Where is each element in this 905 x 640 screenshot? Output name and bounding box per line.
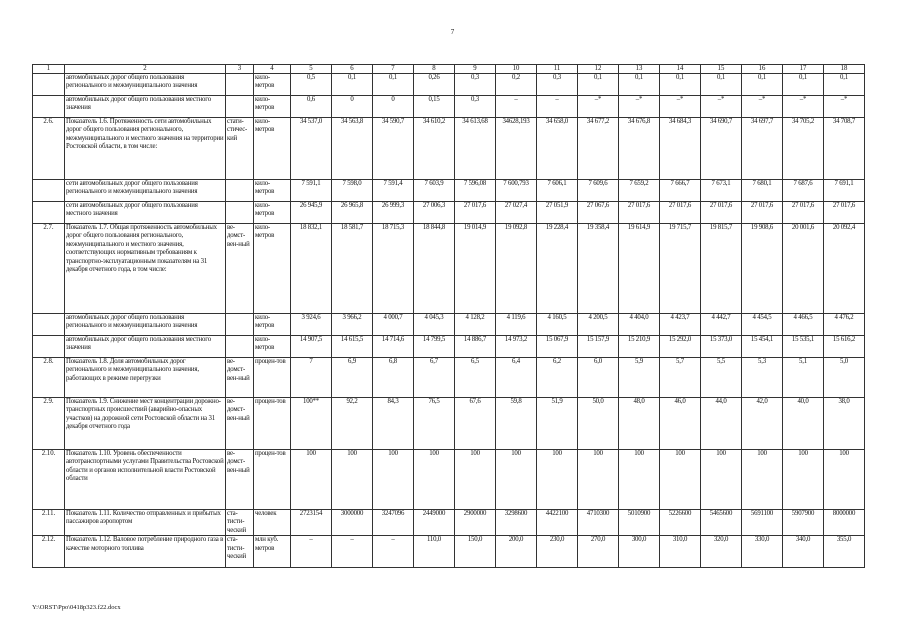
year-value: 26 999,3 (373, 202, 414, 224)
year-value: 5465600 (701, 510, 742, 536)
year-value: 5,1 (783, 358, 824, 398)
year-value: 7 609,6 (578, 180, 619, 202)
year-value: 5,9 (619, 358, 660, 398)
year-value: 27 017,6 (824, 202, 865, 224)
year-value: 18 844,8 (414, 224, 455, 314)
data-source (226, 202, 254, 224)
year-value: 6,4 (496, 358, 537, 398)
column-header: 12 (578, 65, 619, 74)
year-value: 310,0 (660, 536, 701, 568)
year-value: 26 945,9 (291, 202, 332, 224)
year-value: 7 680,1 (742, 180, 783, 202)
year-value: 100 (414, 450, 455, 510)
year-value: 18 581,7 (332, 224, 373, 314)
table-row (33, 336, 865, 358)
table-row (33, 510, 865, 536)
year-value: 34 697,7 (742, 118, 783, 180)
year-value: 100 (701, 450, 742, 510)
year-value: 38,0 (824, 398, 865, 450)
year-value: 6,7 (414, 358, 455, 398)
year-value: 4 423,7 (660, 314, 701, 336)
indicator-name: Показатель 1.8. Доля автомобильных дорог регионального и межмуниципального значения, работающих в режиме перегрузки (65, 358, 226, 398)
data-source: ве-домст-вен-ный (226, 358, 254, 398)
year-value: 0,1 (660, 74, 701, 96)
data-source: ста-тисти-ческий (226, 536, 254, 568)
indicator-name: Показатель 1.9. Снижение мест концентрации дорожно-транспортных происшествий (аварийно-опасных участков) на дорожной сети Ростовской области на 31 декабря отчетного года (65, 398, 226, 450)
indicators-table (32, 64, 865, 568)
year-value: 34 658,0 (537, 118, 578, 180)
year-value: –* (742, 96, 783, 118)
year-value: 0,1 (373, 74, 414, 96)
year-value: 40,0 (783, 398, 824, 450)
column-header: 4 (254, 65, 291, 74)
row-number: 2.8. (33, 358, 65, 398)
year-value: –* (619, 96, 660, 118)
year-value: 67,6 (455, 398, 496, 450)
data-source: ве-домст-вен-ный (226, 450, 254, 510)
row-number (33, 96, 65, 118)
year-value: 100 (578, 450, 619, 510)
year-value: –* (660, 96, 701, 118)
data-source (226, 180, 254, 202)
column-header: 9 (455, 65, 496, 74)
year-value: 15 454,1 (742, 336, 783, 358)
unit-of-measure: кило-метров (254, 314, 291, 336)
year-value: 19 908,6 (742, 224, 783, 314)
indicator-name: автомобильных дорог общего пользования регионального и межмуниципального значения (65, 314, 226, 336)
unit-of-measure: кило-метров (254, 336, 291, 358)
table-header-row (33, 65, 865, 74)
column-header: 11 (537, 65, 578, 74)
year-value: – (373, 536, 414, 568)
year-value: 20 001,6 (783, 224, 824, 314)
year-value: 14 907,5 (291, 336, 332, 358)
year-value: 27 017,6 (742, 202, 783, 224)
year-value: 4 404,0 (619, 314, 660, 336)
unit-of-measure: кило-метров (254, 74, 291, 96)
indicator-name: сети автомобильных дорог общего пользования местного значения (65, 202, 226, 224)
year-value: 0,1 (783, 74, 824, 96)
year-value: 34 708,7 (824, 118, 865, 180)
year-value: 15 292,0 (660, 336, 701, 358)
page-number: 7 (450, 28, 455, 36)
indicator-name: Показатель 1.12. Валовое потребление природного газа в качестве моторного топлива (65, 536, 226, 568)
unit-of-measure: человек (254, 510, 291, 536)
year-value: 19 715,7 (660, 224, 701, 314)
year-value: 27 027,4 (496, 202, 537, 224)
table-row (33, 96, 865, 118)
year-value: 6,5 (455, 358, 496, 398)
year-value: 5691100 (742, 510, 783, 536)
year-value: 4 476,2 (824, 314, 865, 336)
year-value: 44,0 (701, 398, 742, 450)
year-value: 0,2 (496, 74, 537, 96)
year-value: 5,0 (824, 358, 865, 398)
year-value: 8000000 (824, 510, 865, 536)
year-value: 34 676,8 (619, 118, 660, 180)
column-header: 6 (332, 65, 373, 74)
row-number: 2.6. (33, 118, 65, 180)
year-value: 4 442,7 (701, 314, 742, 336)
column-header: 15 (701, 65, 742, 74)
year-value: 46,0 (660, 398, 701, 450)
table-row (33, 358, 865, 398)
year-value: 2900000 (455, 510, 496, 536)
year-value: 19 614,9 (619, 224, 660, 314)
year-value: 200,0 (496, 536, 537, 568)
data-source: ве-домст-вен-ный (226, 224, 254, 314)
year-value: 14 799,5 (414, 336, 455, 358)
year-value: 100 (824, 450, 865, 510)
year-value: 100 (291, 450, 332, 510)
year-value: 19 014,9 (455, 224, 496, 314)
year-value: 7 596,08 (455, 180, 496, 202)
year-value: 27 006,3 (414, 202, 455, 224)
row-number: 2.12. (33, 536, 65, 568)
indicator-name: Показатель 1.11. Количество отправленных и прибытых пассажиров аэропортом (65, 510, 226, 536)
year-value: 4 454,5 (742, 314, 783, 336)
year-value: 59,8 (496, 398, 537, 450)
year-value: 3000000 (332, 510, 373, 536)
table-row (33, 74, 865, 96)
year-value: 4 200,5 (578, 314, 619, 336)
column-header: 17 (783, 65, 824, 74)
table-row (33, 202, 865, 224)
year-value: 18 715,3 (373, 224, 414, 314)
year-value: 27 017,6 (783, 202, 824, 224)
year-value: 14 973,2 (496, 336, 537, 358)
year-value: 48,0 (619, 398, 660, 450)
unit-of-measure: кило-метров (254, 224, 291, 314)
year-value: 19 358,4 (578, 224, 619, 314)
year-value: 92,2 (332, 398, 373, 450)
indicator-name: автомобильных дорог общего пользования местного значения (65, 96, 226, 118)
year-value: 0 (332, 96, 373, 118)
year-value: 150,0 (455, 536, 496, 568)
table-row (33, 224, 865, 314)
column-header: 3 (226, 65, 254, 74)
year-value: 34 590,7 (373, 118, 414, 180)
year-value: 76,5 (414, 398, 455, 450)
year-value: 100 (455, 450, 496, 510)
year-value: 7 600,793 (496, 180, 537, 202)
year-value: 5010900 (619, 510, 660, 536)
year-value: 0,1 (578, 74, 619, 96)
year-value: 15 157,9 (578, 336, 619, 358)
column-header: 10 (496, 65, 537, 74)
table-row (33, 180, 865, 202)
year-value: – (496, 96, 537, 118)
year-value: 19 228,4 (537, 224, 578, 314)
year-value: 4 119,6 (496, 314, 537, 336)
year-value: 7 659,2 (619, 180, 660, 202)
year-value: 3 966,2 (332, 314, 373, 336)
data-source (226, 314, 254, 336)
year-value: 2723154 (291, 510, 332, 536)
year-value: 270,0 (578, 536, 619, 568)
indicator-name: автомобильных дорог общего пользования регионального и межмуниципального значения (65, 74, 226, 96)
year-value: 27 051,9 (537, 202, 578, 224)
table-row (33, 398, 865, 450)
year-value: 7 673,1 (701, 180, 742, 202)
unit-of-measure: процен-тов (254, 358, 291, 398)
column-header: 2 (65, 65, 226, 74)
row-number (33, 314, 65, 336)
year-value: 34 684,3 (660, 118, 701, 180)
year-value: 0,5 (291, 74, 332, 96)
unit-of-measure: млн куб. метров (254, 536, 291, 568)
year-value: 84,3 (373, 398, 414, 450)
year-value: 0,1 (824, 74, 865, 96)
year-value: 27 017,6 (455, 202, 496, 224)
year-value: 6,2 (537, 358, 578, 398)
data-source (226, 74, 254, 96)
year-value: 100 (332, 450, 373, 510)
year-value: 340,0 (783, 536, 824, 568)
year-value: 3 924,6 (291, 314, 332, 336)
year-value: 51,9 (537, 398, 578, 450)
year-value: 27 017,6 (701, 202, 742, 224)
year-value: 6,9 (332, 358, 373, 398)
unit-of-measure: кило-метров (254, 180, 291, 202)
year-value: 7 691,1 (824, 180, 865, 202)
year-value: 27 017,6 (660, 202, 701, 224)
column-header: 14 (660, 65, 701, 74)
year-value: 15 616,2 (824, 336, 865, 358)
year-value: 100 (742, 450, 783, 510)
year-value: 7 687,6 (783, 180, 824, 202)
year-value: 19 092,8 (496, 224, 537, 314)
year-value: 300,0 (619, 536, 660, 568)
unit-of-measure: кило-метров (254, 118, 291, 180)
year-value: 100 (537, 450, 578, 510)
year-value: 18 832,1 (291, 224, 332, 314)
column-header: 18 (824, 65, 865, 74)
data-source: ста-тисти-ческий (226, 510, 254, 536)
year-value: 0,1 (619, 74, 660, 96)
year-value: 4 160,5 (537, 314, 578, 336)
column-header: 5 (291, 65, 332, 74)
year-value: 0,3 (455, 74, 496, 96)
year-value: 6,8 (373, 358, 414, 398)
table-row (33, 536, 865, 568)
year-value: 15 373,0 (701, 336, 742, 358)
year-value: 100** (291, 398, 332, 450)
year-value: – (291, 536, 332, 568)
year-value: –* (701, 96, 742, 118)
row-number (33, 180, 65, 202)
year-value: 5,3 (742, 358, 783, 398)
data-source: стати-стичес-кий (226, 118, 254, 180)
year-value: 7 666,7 (660, 180, 701, 202)
year-value: –* (824, 96, 865, 118)
year-value: 4 045,3 (414, 314, 455, 336)
year-value: 26 965,8 (332, 202, 373, 224)
year-value: 3298600 (496, 510, 537, 536)
year-value: 4 466,5 (783, 314, 824, 336)
year-value: 4422100 (537, 510, 578, 536)
data-source: ве-домст-вен-ный (226, 398, 254, 450)
table-row (33, 450, 865, 510)
year-value: 34 563,8 (332, 118, 373, 180)
row-number (33, 202, 65, 224)
column-header: 13 (619, 65, 660, 74)
year-value: 0,15 (414, 96, 455, 118)
indicator-name: автомобильных дорог общего пользования местного значения (65, 336, 226, 358)
year-value: 7 591,1 (291, 180, 332, 202)
column-header: 1 (33, 65, 65, 74)
year-value: 34 610,2 (414, 118, 455, 180)
table-row (33, 314, 865, 336)
year-value: 34 690,7 (701, 118, 742, 180)
year-value: 7 (291, 358, 332, 398)
year-value: 230,0 (537, 536, 578, 568)
year-value: 34 705,2 (783, 118, 824, 180)
year-value: –* (783, 96, 824, 118)
year-value: – (332, 536, 373, 568)
year-value: 100 (373, 450, 414, 510)
year-value: 34 537,0 (291, 118, 332, 180)
year-value: 5,5 (701, 358, 742, 398)
unit-of-measure: кило-метров (254, 202, 291, 224)
year-value: 355,0 (824, 536, 865, 568)
year-value: 4 000,7 (373, 314, 414, 336)
year-value: 34 613,68 (455, 118, 496, 180)
indicator-name: Показатель 1.6. Протяженность сети автомобильных дорог общего пользования регионального, межмуниципального и местного значения на территории Ростовской области, в том числе: (65, 118, 226, 180)
year-value: 100 (496, 450, 537, 510)
column-header: 16 (742, 65, 783, 74)
row-number: 2.9. (33, 398, 65, 450)
table-row (33, 118, 865, 180)
indicator-name: Показатель 1.10. Уровень обеспеченности автотранспортными услугами Правительства Ростовской области и органов исполнительной власти Ростовской области (65, 450, 226, 510)
year-value: 7 598,0 (332, 180, 373, 202)
year-value: 100 (619, 450, 660, 510)
year-value: 330,0 (742, 536, 783, 568)
year-value: 7 606,1 (537, 180, 578, 202)
year-value: 27 067,6 (578, 202, 619, 224)
year-value: 15 067,9 (537, 336, 578, 358)
row-number (33, 336, 65, 358)
year-value: 15 535,1 (783, 336, 824, 358)
row-number (33, 74, 65, 96)
year-value: 0,26 (414, 74, 455, 96)
year-value: 7 591,4 (373, 180, 414, 202)
year-value: 0,1 (742, 74, 783, 96)
year-value: –* (578, 96, 619, 118)
year-value: 0,6 (291, 96, 332, 118)
column-header: 7 (373, 65, 414, 74)
year-value: 6,0 (578, 358, 619, 398)
unit-of-measure: кило-метров (254, 96, 291, 118)
year-value: 0,1 (332, 74, 373, 96)
year-value: 3247096 (373, 510, 414, 536)
year-value: 34628,193 (496, 118, 537, 180)
year-value: 14 615,5 (332, 336, 373, 358)
indicator-name: Показатель 1.7. Общая протяженность автомобильных дорог общего пользования регионального, межмуниципального и местного значения, соответствующих нормативным требованиям к транспортно-эксплуатационным показателям на 31 декабря отчетного года, в том числе: (65, 224, 226, 314)
data-source (226, 96, 254, 118)
year-value: 15 210,9 (619, 336, 660, 358)
year-value: 0 (373, 96, 414, 118)
row-number: 2.11. (33, 510, 65, 536)
year-value: 5226600 (660, 510, 701, 536)
year-value: 2449000 (414, 510, 455, 536)
row-number: 2.10. (33, 450, 65, 510)
year-value: 50,0 (578, 398, 619, 450)
year-value: 100 (783, 450, 824, 510)
unit-of-measure: процен-тов (254, 450, 291, 510)
file-path-footer: Y:\ORST\Ppo\0418p323.f22.docx (32, 604, 121, 611)
year-value: 0,3 (537, 74, 578, 96)
year-value: 4710300 (578, 510, 619, 536)
column-header: 8 (414, 65, 455, 74)
year-value: 100 (660, 450, 701, 510)
row-number: 2.7. (33, 224, 65, 314)
year-value: 20 092,4 (824, 224, 865, 314)
year-value: 5,7 (660, 358, 701, 398)
indicator-name: сети автомобильных дорог общего пользования регионального и межмуниципального значения (65, 180, 226, 202)
year-value: 42,0 (742, 398, 783, 450)
year-value: 0,1 (701, 74, 742, 96)
year-value: – (537, 96, 578, 118)
year-value: 34 677,2 (578, 118, 619, 180)
year-value: 110,0 (414, 536, 455, 568)
year-value: 4 128,2 (455, 314, 496, 336)
unit-of-measure: процен-тов (254, 398, 291, 450)
year-value: 0,3 (455, 96, 496, 118)
year-value: 7 603,9 (414, 180, 455, 202)
year-value: 320,0 (701, 536, 742, 568)
year-value: 5907900 (783, 510, 824, 536)
data-source (226, 336, 254, 358)
year-value: 27 017,6 (619, 202, 660, 224)
year-value: 14 886,7 (455, 336, 496, 358)
year-value: 14 714,6 (373, 336, 414, 358)
year-value: 19 815,7 (701, 224, 742, 314)
